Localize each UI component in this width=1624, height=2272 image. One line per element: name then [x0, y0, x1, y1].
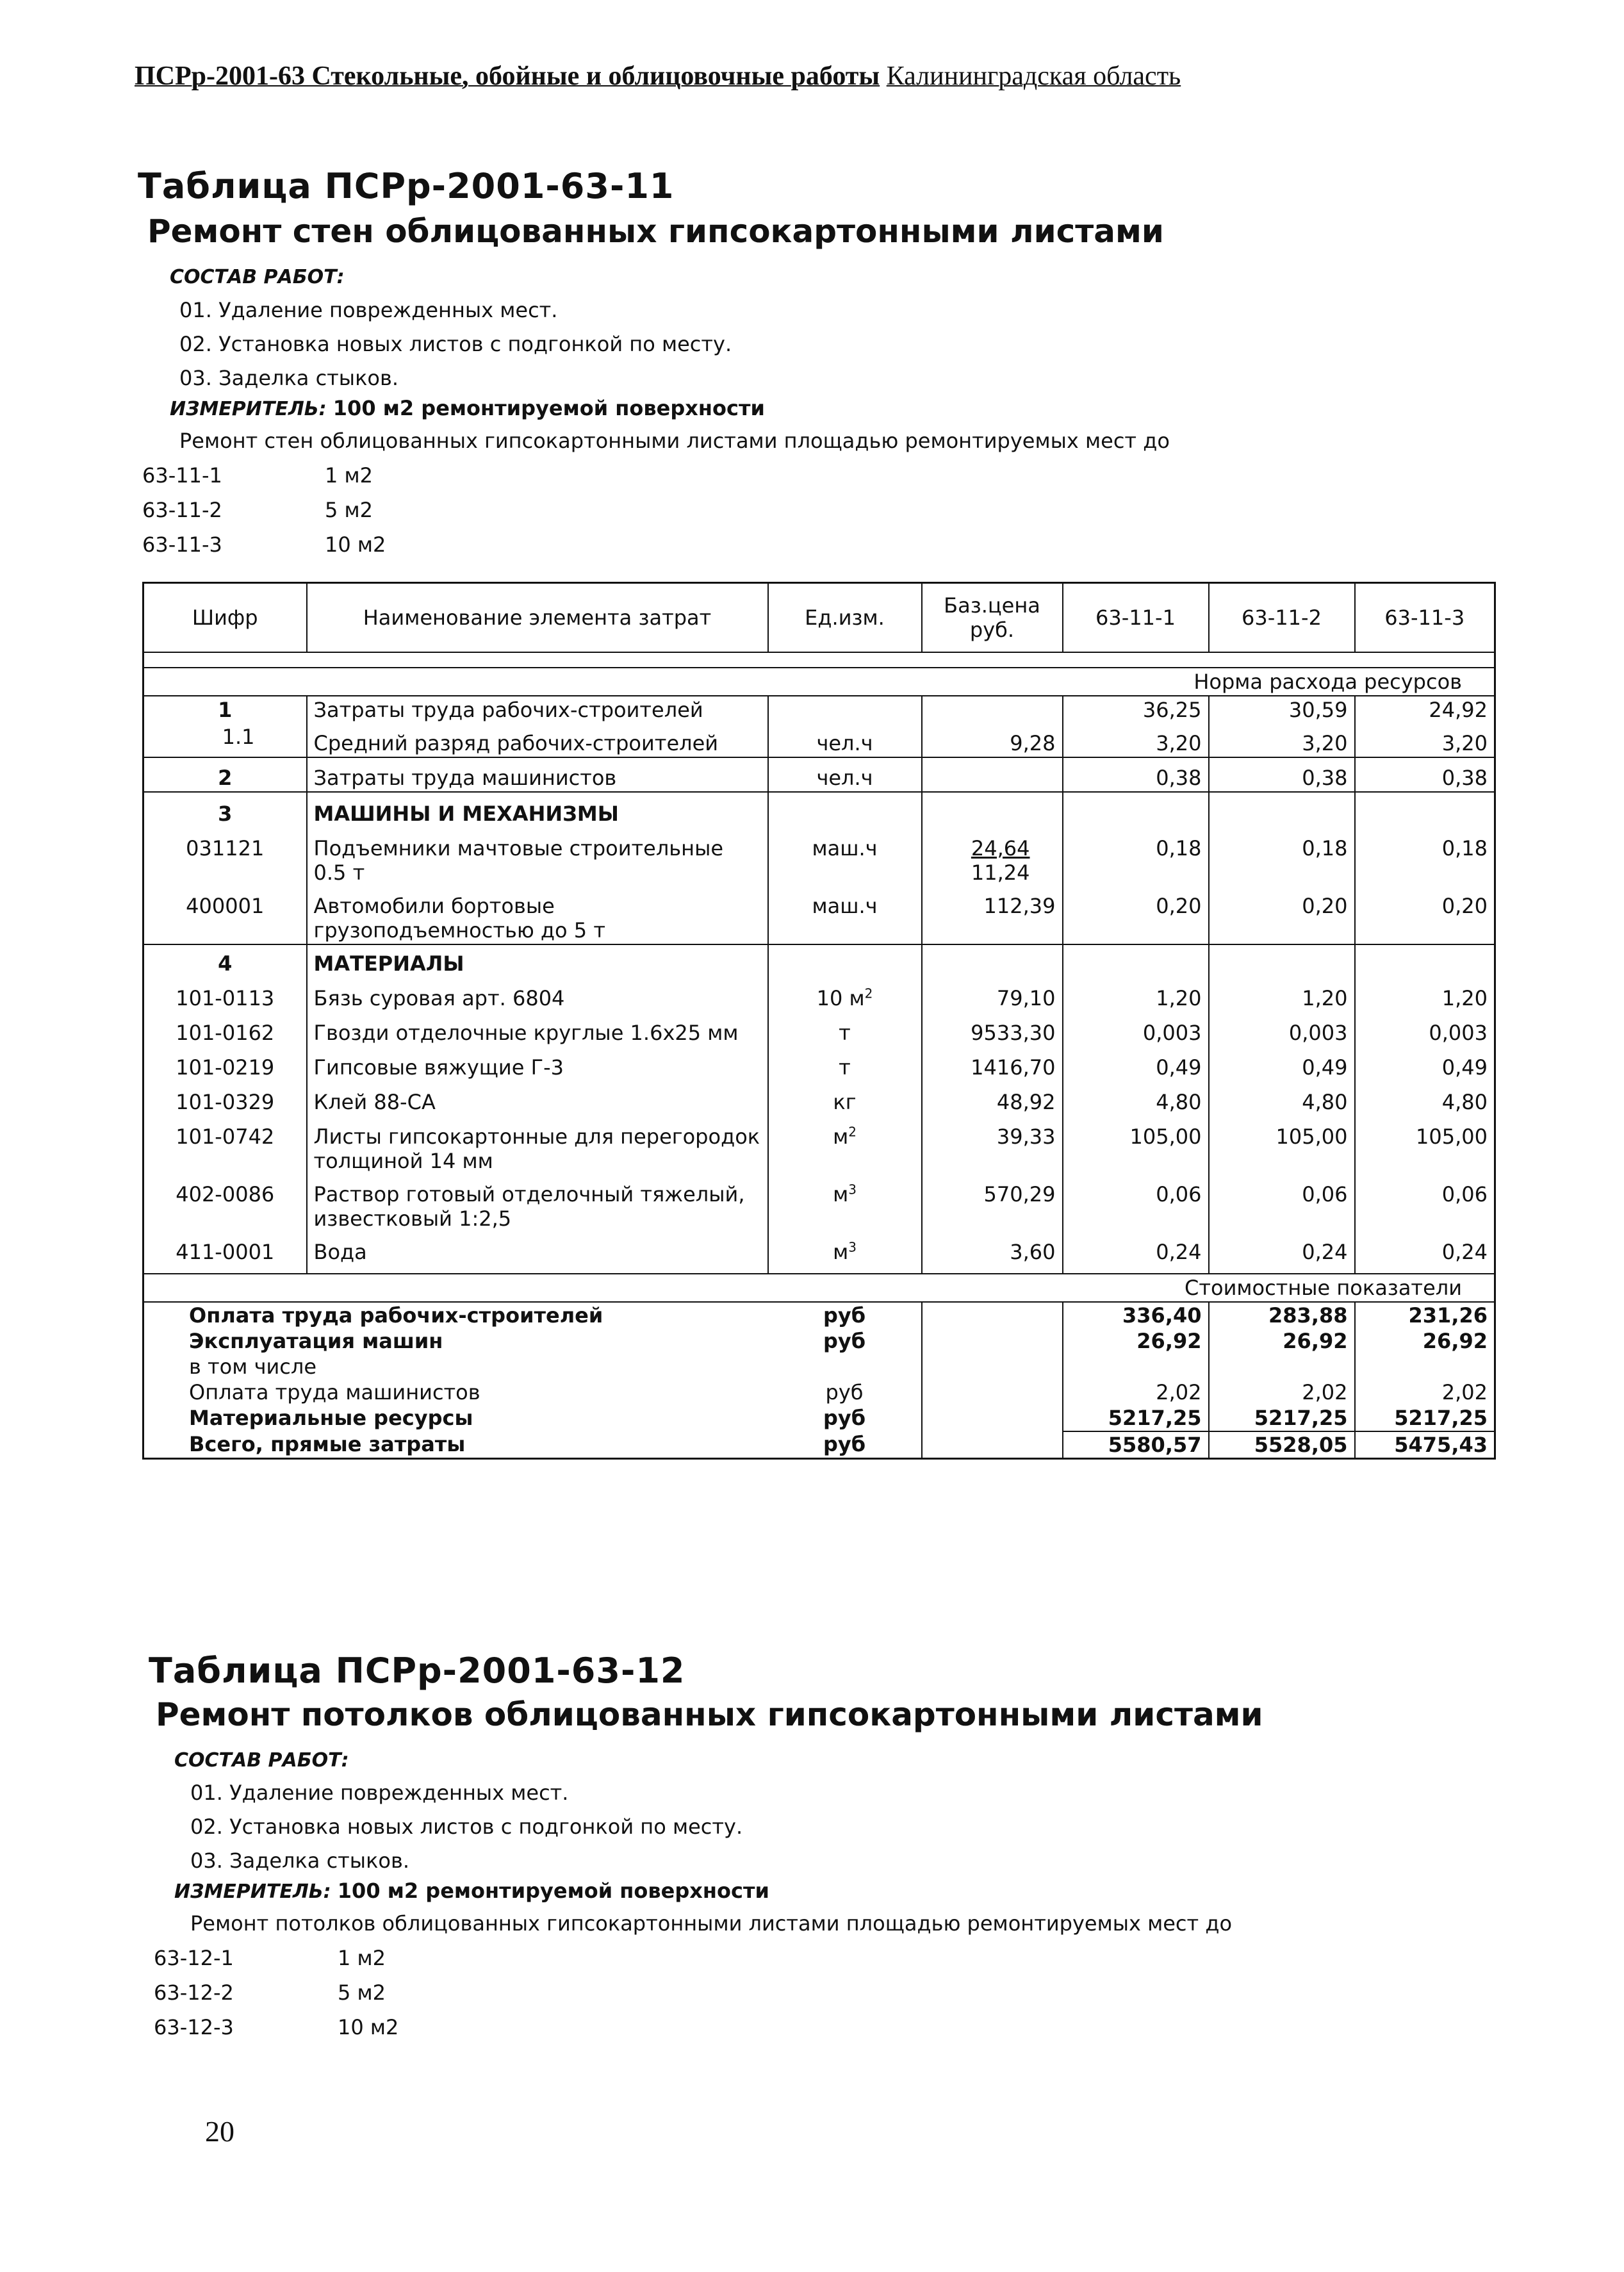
running-header-region: Калининградская область	[886, 62, 1181, 91]
table12-variant-size: 10 м2	[338, 2015, 399, 2039]
section-code: 4	[144, 944, 307, 977]
row-value-1: 0,06	[1063, 1174, 1209, 1232]
table12-meter-label: ИЗМЕРИТЕЛЬ:	[174, 1881, 331, 1903]
section-name: МАТЕРИАЛЫ	[307, 944, 768, 977]
row-code: 402-0086	[144, 1174, 307, 1232]
cost-name: Всего, прямые затраты	[144, 1431, 768, 1459]
table11-variant-code: 63-11-3	[142, 532, 222, 557]
cost-row	[144, 1431, 1495, 1459]
cost-value-1: 336,40	[1063, 1302, 1209, 1328]
table12-variant-code: 63-12-1	[154, 1946, 234, 1970]
row-value-1: 0,49	[1063, 1046, 1209, 1081]
row-unit: маш.ч	[768, 886, 922, 944]
cost-value-1: 2,02	[1063, 1379, 1209, 1405]
cost-value-1: 5217,25	[1063, 1405, 1209, 1431]
table12-title: Таблица ПСРр-2001-63-12	[149, 1650, 685, 1691]
row-price: 570,29	[922, 1174, 1063, 1232]
table-row	[144, 1174, 1495, 1232]
table-row	[144, 1232, 1495, 1274]
row-price: 1416,70	[922, 1046, 1063, 1081]
row-value-1: 0,003	[1063, 1012, 1209, 1046]
section-name: МАШИНЫ И МЕХАНИЗМЫ	[307, 792, 768, 827]
row-value-2: 4,80	[1209, 1081, 1355, 1115]
header-name: Наименование элемента затрат	[307, 583, 768, 653]
row-price: 79,10	[922, 977, 1063, 1012]
cost-value-3: 5217,25	[1355, 1405, 1495, 1431]
header-code: Шифр	[144, 583, 307, 653]
cost-unit: руб	[823, 1329, 866, 1353]
row-unit: $м^2$	[768, 1115, 922, 1174]
section-code: 3	[144, 792, 307, 827]
table-row	[144, 1046, 1495, 1081]
cost-name: Оплата труда машинистов	[144, 1379, 768, 1405]
page-number: 20	[205, 2115, 234, 2148]
row-value-2: 0,38	[1209, 757, 1355, 792]
cost-value-1: 26,92	[1063, 1328, 1209, 1354]
table-row	[144, 696, 1495, 723]
row-value-3: 105,00	[1355, 1115, 1495, 1174]
row-unit: $м^3$	[768, 1174, 922, 1232]
row-value-3: 0,38	[1355, 757, 1495, 792]
table11-meter-label: ИЗМЕРИТЕЛЬ:	[170, 398, 327, 420]
row-value-2: 0,20	[1209, 886, 1355, 944]
cost-value-1: 5580,57	[1063, 1431, 1209, 1459]
row-code: 2	[144, 757, 307, 792]
table12-meter	[174, 1879, 769, 1903]
row-code: 411-0001	[144, 1232, 307, 1274]
spacer-row	[144, 652, 1495, 668]
cost-value-2: 2,02	[1209, 1379, 1355, 1405]
row-price: 9,28	[922, 723, 1063, 757]
row-value-2: 0,24	[1209, 1232, 1355, 1274]
row-name: Клей 88-СА	[307, 1081, 768, 1115]
cost-name: Оплата труда рабочих-строителей	[144, 1302, 768, 1328]
table-row	[144, 1012, 1495, 1046]
row-price	[922, 757, 1063, 792]
table12-variant-code: 63-12-3	[154, 2015, 234, 2039]
table12-works-label: СОСТАВ РАБОТ:	[174, 1749, 349, 1772]
row-code: 101-0742	[144, 1115, 307, 1174]
row-value-1: 4,80	[1063, 1081, 1209, 1115]
row-price: 48,92	[922, 1081, 1063, 1115]
row-value-3: 4,80	[1355, 1081, 1495, 1115]
table11-description: Ремонт стен облицованных гипсокартонными листами площадью ремонтируемых мест до	[179, 429, 1170, 453]
table12-variant-code: 63-12-2	[154, 1980, 234, 2005]
cost-row	[144, 1328, 1495, 1354]
header-variant-3: 63-11-3	[1355, 583, 1495, 653]
cost-row	[144, 1405, 1495, 1431]
row-unit: чел.ч	[768, 723, 922, 757]
header-unit: Ед.изм.	[768, 583, 922, 653]
table-row	[144, 1115, 1495, 1174]
row-unit	[768, 696, 922, 723]
row-unit: $м^3$	[768, 1232, 922, 1274]
row-code: 400001	[144, 886, 307, 944]
row-name: Вода	[307, 1232, 768, 1274]
table12-variant-size: 1 м2	[338, 1946, 386, 1970]
row-code: 031121	[144, 827, 307, 886]
row-name: Подъемники мачтовые строительные 0.5 т	[307, 827, 768, 886]
row-value-1: 0,18	[1063, 827, 1209, 886]
row-code: 101-0162	[144, 1012, 307, 1046]
table11-works-label: СОСТАВ РАБОТ:	[170, 266, 345, 288]
table12-meter-value: 100 м2 ремонтируемой поверхности	[337, 1879, 769, 1903]
row-value-3: 0,24	[1355, 1232, 1495, 1274]
row-value-2: 1,20	[1209, 977, 1355, 1012]
table-row	[144, 723, 1495, 757]
cost-value-2: 5217,25	[1209, 1405, 1355, 1431]
table11-work-1: 01. Удаление поврежденных мест.	[179, 298, 558, 322]
table11-variant-size: 5 м2	[325, 498, 373, 522]
row-code: 101-0113	[144, 977, 307, 1012]
row-name: Бязь суровая арт. 6804	[307, 977, 768, 1012]
row-value-1: 3,20	[1063, 723, 1209, 757]
cost-row	[144, 1379, 1495, 1405]
row-name: Листы гипсокартонные для перегородок толщиной 14 мм	[307, 1115, 768, 1174]
table-row	[144, 977, 1495, 1012]
table12-description: Ремонт потолков облицованных гипсокартонными листами площадью ремонтируемых мест до	[190, 1911, 1233, 1936]
row-name: Автомобили бортовые грузоподъемностью до 5 т	[307, 886, 768, 944]
table12-subtitle: Ремонт потолков облицованных гипсокартонными листами	[156, 1696, 1263, 1733]
cost-unit: руб	[768, 1431, 922, 1459]
cost-unit: руб	[825, 1380, 864, 1404]
row-code: 101-0329	[144, 1081, 307, 1115]
row-unit: кг	[768, 1081, 922, 1115]
table11-subtitle: Ремонт стен облицованных гипсокартонными листами	[147, 213, 1164, 250]
cost-value-2: 5528,05	[1209, 1431, 1355, 1459]
table11-meter	[170, 396, 765, 420]
table-row	[144, 886, 1495, 944]
row-code: 1	[144, 696, 307, 723]
norm-caption: Норма расхода ресурсов	[144, 668, 1495, 696]
table-header-row	[144, 583, 1495, 653]
row-price	[922, 696, 1063, 723]
row-value-2: 30,59	[1209, 696, 1355, 723]
table-row	[144, 827, 1495, 886]
cost-caption: Стоимостные показатели	[144, 1274, 1495, 1302]
table11-variant-size: 10 м2	[325, 532, 386, 557]
row-value-1: 1,20	[1063, 977, 1209, 1012]
row-unit: т	[768, 1012, 922, 1046]
cost-value-2: 283,88	[1209, 1302, 1355, 1328]
row-price: 9533,30	[922, 1012, 1063, 1046]
table-row	[144, 757, 1495, 792]
row-value-3: 1,20	[1355, 977, 1495, 1012]
row-value-2: 0,003	[1209, 1012, 1355, 1046]
row-value-1: 36,25	[1063, 696, 1209, 723]
row-name: Гвозди отделочные круглые 1.6х25 мм	[307, 1012, 768, 1046]
row-unit: чел.ч	[768, 757, 922, 792]
table11-variant-code: 63-11-2	[142, 498, 222, 522]
resource-table	[142, 582, 1496, 1460]
row-value-3: 0,49	[1355, 1046, 1495, 1081]
table12-work-1: 01. Удаление поврежденных мест.	[190, 1781, 569, 1805]
table-row	[144, 1081, 1495, 1115]
cost-unit: руб	[823, 1406, 866, 1430]
table11-work-3: 03. Заделка стыков.	[179, 366, 398, 390]
row-value-3: 0,003	[1355, 1012, 1495, 1046]
row-name: Средний разряд рабочих-строителей	[307, 723, 768, 757]
running-header	[135, 59, 1181, 94]
norm-caption-row	[144, 668, 1495, 696]
cost-value-3: 26,92	[1355, 1328, 1495, 1354]
cost-value-3: 231,26	[1355, 1302, 1495, 1328]
header-price: Баз.цена руб.	[922, 583, 1063, 653]
cost-name: Материальные ресурсы	[144, 1405, 768, 1431]
table11-variant-size: 1 м2	[325, 463, 373, 488]
row-code: 101-0219	[144, 1046, 307, 1081]
row-name: Затраты труда машинистов	[307, 757, 768, 792]
row-value-2: 0,06	[1209, 1174, 1355, 1232]
header-variant-2: 63-11-2	[1209, 583, 1355, 653]
section-row	[144, 792, 1495, 827]
row-value-3: 3,20	[1355, 723, 1495, 757]
row-value-2: 105,00	[1209, 1115, 1355, 1174]
row-value-2: 0,18	[1209, 827, 1355, 886]
row-value-3: 0,06	[1355, 1174, 1495, 1232]
row-unit: маш.ч	[768, 827, 922, 886]
cost-name: в том числе	[144, 1354, 768, 1379]
table12-work-3: 03. Заделка стыков.	[190, 1848, 409, 1873]
row-value-2: 3,20	[1209, 723, 1355, 757]
row-price: 39,33	[922, 1115, 1063, 1174]
row-unit: 10 $м^2$	[768, 977, 922, 1012]
row-value-2: 0,49	[1209, 1046, 1355, 1081]
cost-caption-row	[144, 1274, 1495, 1302]
cost-name: Эксплуатация машин	[144, 1328, 768, 1354]
running-header-title: ПСРр-2001-63 Стекольные, обойные и облицовочные работы	[135, 62, 880, 91]
row-value-3: 0,20	[1355, 886, 1495, 944]
row-unit: т	[768, 1046, 922, 1081]
cost-row	[144, 1302, 1495, 1328]
row-value-1: 0,38	[1063, 757, 1209, 792]
cost-value-3: 2,02	[1355, 1379, 1495, 1405]
table11-variant-code: 63-11-1	[142, 463, 222, 488]
cost-value-3: 5475,43	[1355, 1431, 1495, 1459]
row-name: Раствор готовый отделочный тяжелый, известковый 1:2,5	[307, 1174, 768, 1232]
row-value-1: 105,00	[1063, 1115, 1209, 1174]
row-code: 1.1	[144, 723, 307, 757]
table12-work-2: 02. Установка новых листов с подгонкой по месту.	[190, 1815, 743, 1839]
cost-value-2: 26,92	[1209, 1328, 1355, 1354]
row-name: Затраты труда рабочих-строителей	[307, 696, 768, 723]
row-price: 3,60	[922, 1232, 1063, 1274]
row-value-1: 0,20	[1063, 886, 1209, 944]
row-value-3: 0,18	[1355, 827, 1495, 886]
row-value-3: 24,92	[1355, 696, 1495, 723]
cost-unit: руб	[823, 1303, 866, 1328]
row-price: 112,39	[922, 886, 1063, 944]
cost-row	[144, 1354, 1495, 1379]
header-variant-1: 63-11-1	[1063, 583, 1209, 653]
table11-title: Таблица ПСРр-2001-63-11	[138, 166, 675, 206]
row-price: 24,64	[971, 836, 1030, 860]
row-value-1: 0,24	[1063, 1232, 1209, 1274]
section-row	[144, 944, 1495, 977]
row-price-cell	[922, 827, 1063, 886]
row-name: Гипсовые вяжущие Г-3	[307, 1046, 768, 1081]
table11-work-2: 02. Установка новых листов с подгонкой по месту.	[179, 332, 732, 356]
table12-variant-size: 5 м2	[338, 1980, 386, 2005]
row-price-secondary: 11,24	[971, 860, 1030, 885]
table11-meter-value: 100 м2 ремонтируемой поверхности	[332, 396, 765, 420]
